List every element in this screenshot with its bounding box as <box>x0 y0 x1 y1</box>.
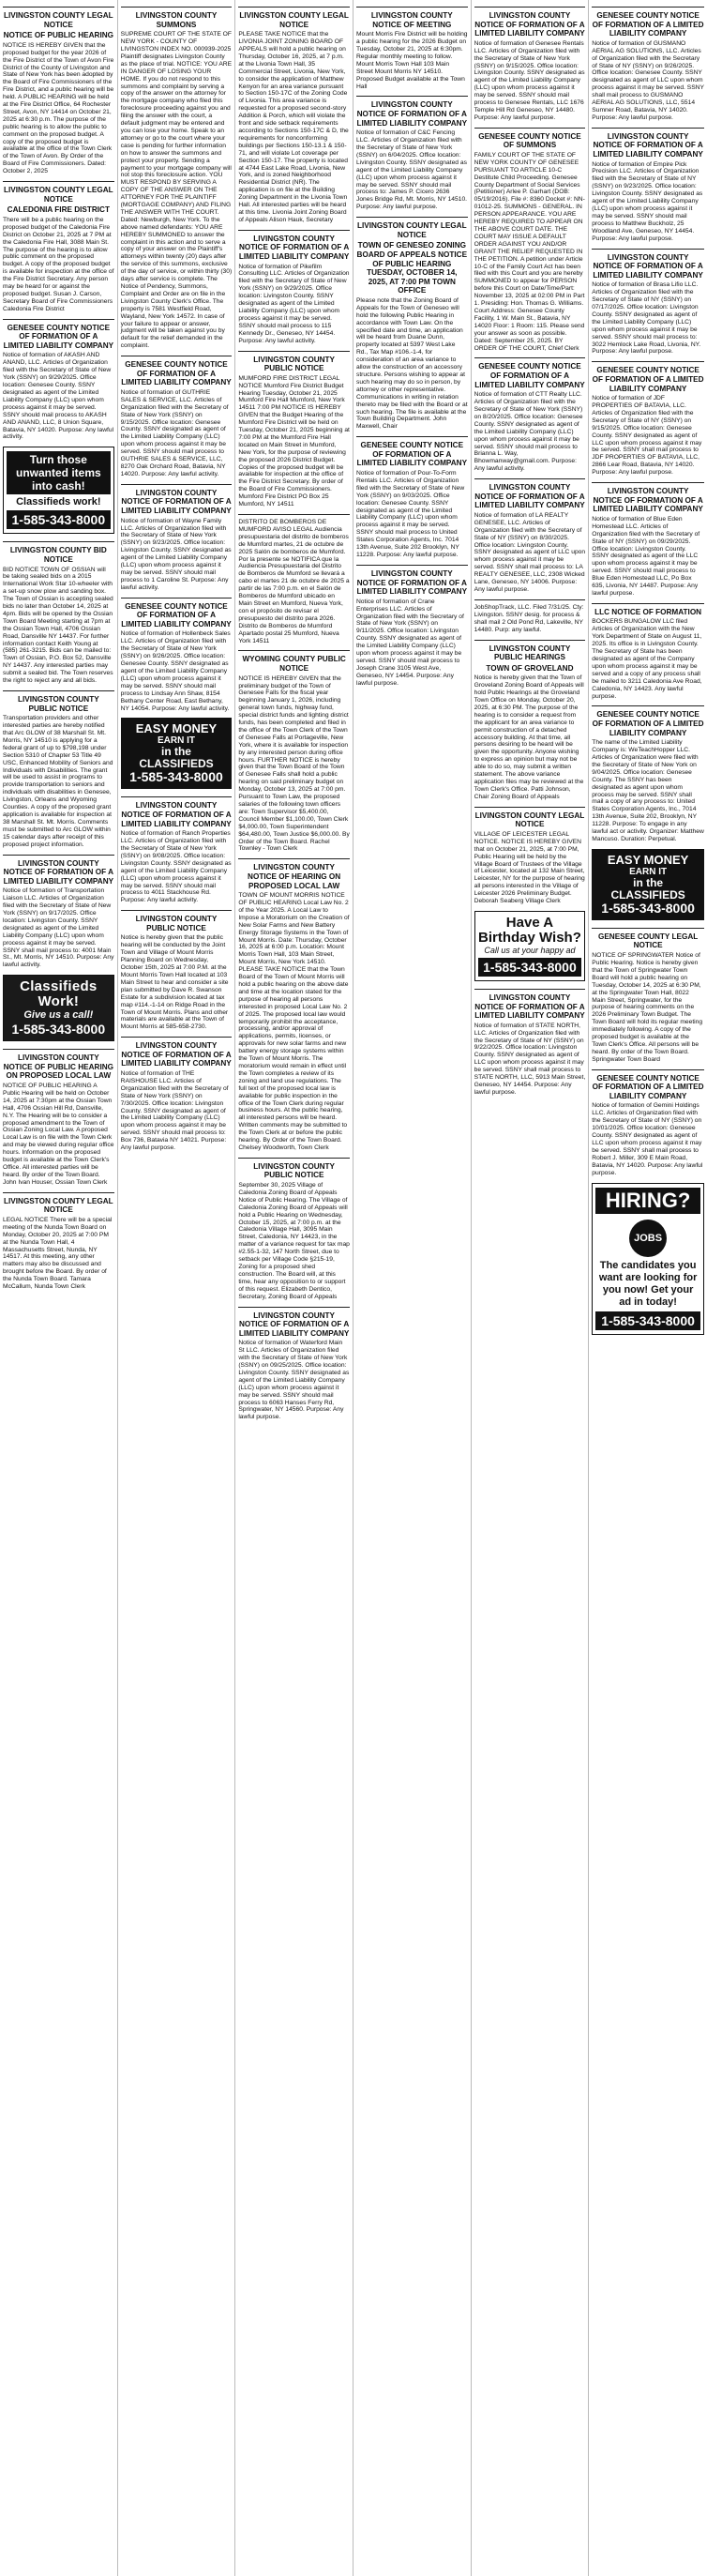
notice-body: FAMILY COURT OF THE STATE OF NEW YORK COUNTY OF GENESEE PURSUANT TO ARTICLE 10-C Destitute Child Proceeding. Genesee County Department of Social Services (Petitioner) Arlee P. Garhart (DOB: 05/19/2016). File #: 8360 Docket #: NN-01012-25. SUMMONS - GENERAL. IN PERSON APPEARANCE. YOU ARE HEREBY REQUIRED TO APPEAR ON THE ABOVE COURT DATE. THE COURT MAY ISSUE A DEFAULT ORDER AGAINST YOU AND/OR GRANT THE RELIEF REQUESTED IN THE PETITION. A petition under Article 10-C of the Family Court Act has been filed with this Court and you are hereby SUMMONED to appear for PERSON before this Court on Date/Time/Part: November 13, 2025 at 02:00 PM in Part 1. Presiding: Hon. Thomas G. Williams. Court Address: Genesee County Facility, 1 W. Main St., Batavia, NY 14020 Floor: 1 Room: 115. Please send your answer as soon as possible. Dated: September 25, 2025. BY ORDER OF THE COURT, Chief Clerk <box>474 151 587 352</box>
notice-heading: GENESEE COUNTY NOTICE OF FORMATION OF A LIMITED LIABILITY COMPANY <box>474 362 585 389</box>
notice-body: NOTICE OF SPRINGWATER Notice of Public Hearing. Notice is hereby given that the Town of Springwater Town Board will hold a public hearing on Tuesday, October 14, 2025 at 6:30 PM, at the Springwater Town Hall, 8022 Main Street, Springwater, for the purpose of hearing comments on the 2026 Preliminary Town Budget. The Town Board will hold its regular meeting immediately following. A copy of the proposed budget is available at the Town Clerk's Office. All persons will be heard. By order of the Town Board. Springwater Town Board <box>592 952 704 1063</box>
legal-notice <box>238 858 350 1152</box>
notice-column <box>589 0 707 2576</box>
notice-heading: LIVINGSTON COUNTY BID NOTICE <box>9 546 107 564</box>
notice-divider <box>592 705 704 706</box>
notice-body: Notice of formation of CTT Realty LLC. Articles of Organization filed with the Secretary of State of New York (SSNY) on 8/20/2025. Office location: Genesee County. SSNY designated as agent of the Limited Liability Company (LLC) upon whom process against it may be served. SSNY should mail process to Brianna L. Way, Bhowmanway@gmail.com. Purpose: Any lawful activity. <box>474 391 585 473</box>
notice-heading: LIVINGSTON COUNTY PUBLIC NOTICE <box>253 1161 335 1180</box>
notice-divider <box>121 910 233 911</box>
notice-divider <box>3 690 114 691</box>
hiring-ad[interactable] <box>592 1183 704 1335</box>
notice-divider <box>238 858 350 859</box>
classifieds-ad[interactable] <box>121 718 233 789</box>
legal-notice <box>474 478 586 594</box>
notice-heading: LIVINGSTON COUNTY NOTICE OF FORMATION OF A LIMITED LIABILITY COMPANY <box>121 1041 232 1068</box>
legal-notice <box>238 230 350 345</box>
notice-body: Notice of formation of AKASH AND ANAND, LLC. Articles of Organization filed with the Secretary of State of New York (SSNY) on 9/29/2025. Office location: Genesee County. SSNY designated as agent of the Limited Liability Company (LLC) upon whom process against it may be served. SSNY should mail process to AKASH AND ANAND, LLC, 8 Union Square, Batavia, NY 14020. Purpose: Any lawful activity. <box>3 352 115 441</box>
ad-tagline: Give us a call! <box>23 1009 94 1022</box>
notice-body: Notice of formation of Crane Enterprises LLC. Articles of Organization filed with the Secretary of State of New York (SSNY) on 9/11/2025. Office location: Livingston County. SSNY designated as agent of the Limited Liability Company (LLC) upon whom process against it may be served. SSNY should mail process to Joseph Crane 3105 West Ave, Geneseo, NY 14454. Purpose: Any lawful purpose. <box>355 598 466 687</box>
notice-heading: WYOMING COUNTY PUBLIC NOTICE <box>242 655 346 673</box>
notice-body: Notice of formation of Wayne Family LLC. Articles of Organization filed with the Secretary of State of New York (SSNY) on 9/23/2025. Office location: Livingston County. SSNY designated as agent of the Limited Liability Company (LLC) upon whom process against it may be served. SSNY should mail process to 1 Caroline St. Purpose: Any lawful activity. <box>120 517 233 591</box>
notice-heading: GENESEE COUNTY LEGAL NOTICE <box>597 932 699 950</box>
notice-body: MUMFORD FIRE DISTRICT LEGAL NOTICE Mumford Fire District Budget Hearing Tuesday, October 21, 2025 Mumford Fire Hall Mumford, New York 14511 7:00 PM NOTICE IS HEREBY GIVEN that the Budget Hearing of the Mumford Fire District will be held on Tuesday, October 21, 2025 beginning at 7:00 PM at the Mumford Fire Hall located on Main Street in Mumford, New York, for the purpose of reviewing the proposed 2026 District Budget. Copies of the proposed budget will be available for inspection at the office of the Fire District Secretary. By order of the Board of Fire Commissioners. Mumford Fire District PO Box 25 Mumford, NY 14511 <box>238 374 352 508</box>
ad-phone: 1-585-343-8000 <box>129 769 223 785</box>
legal-notice <box>121 910 233 1031</box>
notice-divider <box>238 230 350 231</box>
ad-headline: Have A Birthday Wish? <box>478 914 581 946</box>
legal-notice <box>474 7 586 122</box>
notice-divider <box>592 928 704 929</box>
notice-heading: LIVINGSTON COUNTY NOTICE OF FORMATION OF A LIMITED LIABILITY COMPANY <box>238 1311 350 1338</box>
notice-body: JobShopTrack, LLC. Filed 7/31/25. Cty: Livingston. SSNY desig. for process & shall mail 2 Old Pond Rd, Lakeville, NY 14480. Purp: any lawful. <box>474 603 586 633</box>
legal-notice <box>592 128 704 243</box>
notice-body: Notice of formation of LA REALTY GENESEE, LLC. Articles of Organization filed with the Secretary of State of NY (SSNY) on 8/30/2025. Office location: Livingston County. SSNY designated as agent of LLC upon whom process against it may be served. SSNY shall mail process to: LA REALTY GENESEE, LLC, 2308 Wicked Lane, Geneseo, NY 14006. Purpose: Any lawful purpose. <box>474 511 587 593</box>
notice-heading: LIVINGSTON COUNTY NOTICE OF FORMATION OF A LIMITED LIABILITY COMPANY <box>238 234 350 261</box>
legal-notice <box>3 855 114 970</box>
notice-body: PLEASE TAKE NOTICE that the LIVONIA JOINT ZONING BOARD OF APPEALS will hold a public hearing on Thursday, October 16, 2025, at 7 p.m. at the Livonia Town Hall, 35 Commercial Street, Livonia, New York, to consider the application of Matthew Kenyon for an area variance pursuant to Section 150-17C of the Zoning Code of Livonia. This area variance is requested for a proposed second-story Addition & Porch, which will violate the front and side setback requirements according to Sections 150-17C & D, the requirements for nonconforming buildings per Sections 150-13.1 & 150-71, and will violate Lot coverage per Section 150-17. The property is located at 4744 East Lake Road, Livonia, New York, and is zoned Neighborhood Residential District (NR). The application is on file at the Building Zoning Department in the Livonia Town Hall. All interested parties will be heard at this time. Livonia Joint Zoning Board of Appeals Alison Hauk, Secretary <box>238 31 351 223</box>
notice-body: BOCKERS BUNGALOW LLC filed Articles of Organization with the New York Department of State on August 11, 2025. Its office is in Livingston County. The Secretary of State has been designated as agent of the Company upon whom process against it may be served and a copy of any process shall be mailed to 3211 Caledonia Ave Road, Caledonia, NY 14423. Any lawful purpose. <box>592 618 704 700</box>
notice-heading: GENESEE COUNTY NOTICE OF FORMATION OF A LIMITED LIABILITY COMPANY <box>592 710 704 737</box>
notice-body: Notice of formation of Pour-To-Form Rentals LLC. Articles of Organization filed with the Secretary of State of New York (SSNY) on 9/03/2025. Office location: Genesee County. SSNY designated as agent of the Limited Liability Company (LLC) upon whom process against it may be served. SSNY should mail process to United States Corporation Agents, Inc. 7014 13th Avenue, Suite 202 Brooklyn, NY 11228. Purpose: Any lawful purpose. <box>355 470 466 558</box>
legal-notice <box>356 217 468 431</box>
legal-notice <box>356 565 468 688</box>
notice-heading: LIVINGSTON COUNTY NOTICE OF FORMATION OF A LIMITED LIABILITY COMPANY <box>3 858 114 886</box>
notice-divider <box>474 7 586 8</box>
notice-body: BID NOTICE TOWN OF OSSIAN will be taking sealed bids on a 2015 International Work Star 10-wheeler with a set-up snow plow and sanding box. The Town of Ossian is accepting sealed bids no later than October 14, 2025 at 4pm. Bids will be opened by the Ossian Town Board Meeting starting at 7pm at the Ossian Town Hall, 4706 Ossian Road, Dansville NY 14437. For further information contact Keith Young at (585) 261-3215. Bids can be mailed to: Town of Ossian, P.O. Box 52, Dansville NY 14437. Any interested parties may submit a sealed bid. The Town reserves the right to reject any and all bids. <box>3 566 115 685</box>
notice-divider <box>3 855 114 856</box>
legal-notice <box>592 603 704 701</box>
notice-column <box>118 0 236 2576</box>
notice-divider <box>3 319 114 320</box>
legal-notice <box>592 361 704 477</box>
notice-divider <box>238 1307 350 1308</box>
notice-heading: LIVINGSTON COUNTY NOTICE OF FORMATION OF A LIMITED LIABILITY COMPANY <box>121 801 232 828</box>
notice-divider <box>474 599 586 600</box>
classifieds-ad[interactable] <box>3 447 114 534</box>
notice-divider <box>238 351 350 352</box>
ad-tagline: in the CLASSIFIEDS <box>610 875 685 902</box>
notice-body: Notice of formation of Pikefilm Consulting LLC. Articles of Organization filed with the Secretary of State of New York (SSNY) on 9/29/2025. Office location: Livingston County. SSNY designated as agent of the Limited Liability Company (LLC) upon whom process against it may be served. SSNY should mail process to 115 Kennedy Dr., Geneseo, NY 14454. Purpose: Any lawful activity. <box>238 263 352 344</box>
legal-notice <box>121 796 233 904</box>
ad-tagline: Call us at your happy ad <box>484 945 576 955</box>
notice-heading: LIVINGSTON COUNTY LEGAL NOTICE <box>356 221 467 239</box>
notice-heading: GENESEE COUNTY NOTICE OF FORMATION OF A LIMITED LIABILITY COMPANY <box>356 441 468 468</box>
ad-headline: EASY MONEY <box>135 721 218 736</box>
notice-divider <box>474 478 586 479</box>
notice-divider <box>474 357 586 358</box>
legal-notice <box>592 705 704 842</box>
ad-subhead: EARN IT <box>157 735 195 747</box>
ad-phone: 1-585-343-8000 <box>601 900 695 916</box>
notice-divider <box>592 1069 704 1070</box>
notice-body: Notice of formation of GUTHRIE SALES & SERVICE, LLC. Articles of Organization filed with the Secretary of State of New York (SSNY) on 9/15/2025. Office location: Genesee County. SSNY designated as agent of the Limited Liability Company (LLC) upon whom process against it may be served. SSNY should mail process to GUTHRIE SALES & SERVICE, LLC, 8270 Oak Orchard Road, Batavia, NY 14020. Purpose: Any lawful activity. <box>120 388 231 477</box>
notice-heading: LIVINGSTON COUNTY PUBLIC HEARINGS <box>489 644 571 662</box>
legal-notice <box>356 436 468 559</box>
legal-notice <box>3 181 114 313</box>
notice-heading: LIVINGSTON COUNTY NOTICE OF PUBLIC HEARING ON PROPOSED LOCAL LAW <box>3 1053 113 1081</box>
notice-divider <box>238 1158 350 1159</box>
notice-divider <box>121 796 233 797</box>
notice-body: Notice of formation of Hollenbeck Sales LLC. Articles of Organization filed with the Secretary of State of New York (SSNY) on 9/26/2025. Office location: Genesee County. SSNY designated as agent of the Limited Liability Company (LLC) upon whom process against it may be served. SSNY should mail process to Lindsay Ann Shaw, 8154 Bethany Center Road, East Bethany, NY 14054. Purpose: Any lawful activity. <box>120 630 233 712</box>
notice-body: Notice of formation of Gemini Holdings LLC. Articles of Organization filed with the Secretary of State of NY (SSNY) on 10/01/2025. Office location: Genesee County. SSNY designated as agent of LLC upon whom process against it may be served. SSNY shall mail process to Robert J. Miller, 309 E Main Road, Batavia, NY 14020. Purpose: Any lawful purpose. <box>592 1102 705 1176</box>
notice-heading: LIVINGSTON COUNTY NOTICE OF MEETING <box>370 11 453 29</box>
notice-body: Notice is hereby given that the Town of Groveland Zoning Board of Appeals will hold Public Hearings at the Groveland Town Office on Monday, October 20, 2025, at 6:30 PM. The purpose of the hearing is to consider a request from the applicant for an area variance to permit construction of a detached accessory building. At that time, all persons desiring to be heard will be given the opportunity. Anyone wishing to express an opinion but may not be able to do so, may submit a written statement. The above variance application files may be reviewed at the Town Clerk's Office. Patti Johnson, Chair Zoning Board of Appeals <box>474 674 586 800</box>
notice-heading: GENESEE COUNTY NOTICE OF FORMATION OF A LIMITED LIABILITY COMPANY <box>121 360 232 387</box>
notice-divider <box>356 7 468 8</box>
notice-subheading: TOWN OF GROVELAND <box>486 663 574 673</box>
notice-divider <box>356 96 468 97</box>
legal-notice <box>3 690 114 849</box>
notice-column <box>472 0 590 2576</box>
ad-phone: 1-585-343-8000 <box>478 958 582 977</box>
notice-body: Notice of formation of Blue Eden Homestead LLC. Articles of Organization filed with the Secretary of State of NY (SSNY) on 09/29/2025. Office location: Livingston County. SSNY designated as agent of the LLC upon whom process against it may be served. SSNY should mail process to Blue Eden Homestead LLC, Po Box 635, Livonia, NY 14487. Purpose: Any lawful purpose. <box>592 515 702 597</box>
birthday-ad[interactable] <box>474 911 586 981</box>
notice-heading: LIVINGSTON COUNTY LEGAL NOTICE <box>4 186 113 204</box>
legal-notice <box>474 357 586 473</box>
notice-body: September 30, 2025 Village of Caledonia Zoning Board of Appeals Notice of Public Hearing. The Village of Caledonia Zoning Board of Appeals will hold a Public Hearing on Wednesday, October 15, 2025, at 7:00 p.m. at the Caledonia Village Hall, 3095 Main Street, Caledonia, NY 14423, in the matter of a variance request for tax map #2.55-1-32, 147 North Street, due to setback per Village Code §215-19, Zoning for a proposed shed construction. The Board will, at this time, hear any opposition to or support of this request. Elizabeth Dentico, Secretary, Zoning Board of Appeals <box>238 1182 352 1300</box>
ad-headline: EASY MONEY <box>607 852 689 867</box>
notice-divider <box>238 514 350 515</box>
notice-body: NOTICE IS HEREBY GIVEN that the proposed budget for the year 2026 of the Fire District of the Town of Avon Fire District of the County of Livingston and State of New York has been adopted by the Board of Fire Commissioners of the Fire District, and a public hearing will be held. A PUBLIC HEARING will be held at the Fire District Office, 64 Rochester Street, Avon, NY 14414 on October 21, 2025 at 6:30 p.m. The purpose of the public hearing is to allow the public to comment on the proposed budget. A copy of the proposed budget is available at the office of the Town Clerk of the Town of Avon. By Order of the Board of Fire Commissioners. Dated: October 2, 2025 <box>3 41 116 175</box>
ad-headline: Classifieds Work! <box>20 978 98 1010</box>
legal-notice <box>474 599 586 634</box>
ad-subhead: EARN IT <box>629 866 668 877</box>
notice-heading: LIVINGSTON COUNTY PUBLIC NOTICE <box>253 355 335 373</box>
notice-heading: GENESEE COUNTY NOTICE OF FORMATION OF A LIMITED LIABILITY COMPANY <box>592 366 704 393</box>
legal-notice <box>3 1049 114 1186</box>
legal-notice <box>3 541 114 685</box>
notice-divider <box>356 565 468 566</box>
notice-heading: LIVINGSTON COUNTY NOTICE OF FORMATION OF A LIMITED LIABILITY COMPANY <box>356 568 468 597</box>
notice-divider <box>474 640 586 641</box>
notice-divider <box>3 1192 114 1193</box>
notice-divider <box>592 128 704 129</box>
notice-divider <box>356 436 468 437</box>
notice-divider <box>592 7 704 8</box>
legal-notice <box>3 1192 114 1291</box>
notice-heading: LIVINGSTON COUNTY NOTICE OF FORMATION OF A LIMITED LIABILITY COMPANY <box>593 131 703 159</box>
notice-heading: GENESEE COUNTY NOTICE OF FORMATION OF A LIMITED LIABILITY COMPANY <box>592 1073 704 1100</box>
legal-notice <box>592 1069 704 1177</box>
notice-body: LEGAL NOTICE There will be a special meeting of the Nunda Town Board on Monday, October 20, 2025 at 7:00 PM at the Nunda Town Hall, 4 Massachusetts Street, Nunda, NY 14517. At this meeting, any other matters may also be discussed and brought before the Board. By order of the Nunda Town Board. Tamara McCallum, Nunda Town Clerk <box>3 1216 114 1291</box>
ad-phone: 1-585-343-8000 <box>7 510 111 529</box>
notice-heading: LIVINGSTON COUNTY NOTICE OF FORMATION OF A LIMITED LIABILITY COMPANY <box>593 252 703 280</box>
legal-notice <box>121 598 233 713</box>
notice-heading: GENESEE COUNTY NOTICE OF FORMATION OF A LIMITED LIABILITY COMPANY <box>121 601 232 629</box>
notice-divider <box>3 541 114 542</box>
notice-body: Notice of formation of Waterford Main St LLC. Articles of Organization filed with the Secretary of State of New York (SSNY) on 09/25/2025. Office location: Livingston County. SSNY designated as agent of the Limited Liability Company (LLC) upon whom process against it may be served. SSNY should mail process to 6063 Hanses Ferry Rd, Springwater, NY 14560. Purpose: Any lawful purpose. <box>238 1340 352 1421</box>
notice-divider <box>121 7 233 8</box>
legal-notice <box>238 1158 350 1301</box>
notice-heading: LIVINGSTON COUNTY LEGAL NOTICE <box>474 811 585 829</box>
notice-heading: LIVINGSTON COUNTY NOTICE OF FORMATION OF A LIMITED LIABILITY COMPANY <box>474 483 585 510</box>
notice-heading: LIVINGSTON COUNTY NOTICE OF FORMATION OF A LIMITED LIABILITY COMPANY <box>356 100 468 128</box>
legal-notice <box>121 356 233 478</box>
ad-tagline: in the CLASSIFIEDS <box>139 745 214 771</box>
legal-notice <box>474 989 586 1097</box>
ad-headline: HIRING? <box>595 1188 700 1214</box>
notice-divider <box>121 598 233 599</box>
notice-heading: LIVINGSTON COUNTY NOTICE OF FORMATION OF A LIMITED LIABILITY COMPANY <box>474 11 585 38</box>
legal-notice <box>121 484 233 592</box>
ad-headline: Turn those unwanted items into cash! <box>7 451 111 494</box>
notice-heading: GENESEE COUNTY NOTICE OF SUMMONS <box>478 131 581 150</box>
legal-notice <box>238 650 350 853</box>
notice-body: Notice of formation of STATE NORTH, LLC. Articles of Organization filed with the Secretary of State of NY (SSNY) on 9/22/2025. Office location: Livingston County. SSNY designated as agent of LLC upon whom process against it may be served. SSNY shall mail process to STATE NORTH, LLC, 5913 Main Street, Geneseo, NY 14454. Purpose: Any lawful purpose. <box>474 1022 588 1096</box>
notice-divider <box>3 181 114 182</box>
legal-notice <box>474 640 586 801</box>
notice-column <box>0 0 118 2576</box>
classifieds-ad[interactable] <box>3 975 114 1041</box>
notice-body: Transportation providers and other interested parties are hereby notified that Arc GLOW of 38 Marshall St. Mt. Morris, NY 14510 is applying for a federal grant of up to $798,198 under Section 5310 of Chapter 53 Title 49 USC, Enhanced Mobility of Seniors and Individuals with Disabilities. The grant will be used to assist in programs to provide transportation to seniors and individuals with disabilities in Genesee, Livingston, Orleans and Wyoming Counties. A copy of the proposed grant application is available for inspection at 38 Marshall St. Mt. Morris. Comments must be submitted to Arc GLOW within 15 calendar days after receipt of this proposed project information. <box>3 715 115 848</box>
notice-body: Notice of formation of GUSMANO AERIAL AG SOLUTIONS, LLC. Articles of Organization filed with the Secretary of State of NY (SSNY) on 9/26/2025. Office location: Genesee County. SSNY designated as agent of LLC upon whom process against it may be served. SSNY shall mail process to GUSMANO AERIAL AG SOLUTIONS, LLC, 5514 Sumner Road, Batavia, NY 14020. Purpose: Any lawful purpose. <box>592 39 706 121</box>
notice-body: The name of the Limited Liability Company is: WeTeachHopper LLC. Articles of Organization were filed with the Secretary of State of New York on 9/04/2025. Office location: Genesee County. The SSNY has been designated as agent upon whom process may be served. SSNY shall mail a copy of any process to: United States Corporation Agents, Inc., 7014 13th Avenue, Suite 202, Brooklyn, NY 11228. Purpose: To engage in any lawful act or activity. Organizer: Matthew Mancuso. Duration: Perpetual. <box>592 739 706 842</box>
notice-divider <box>356 217 468 218</box>
jobs-icon: JOBS <box>629 1220 667 1257</box>
notice-body: There will be a public hearing on the proposed budget of the Caledonia Fire District on October 21, 2025 at 7 PM at the Caledonia Fire Hall, 3088 Main St. The purpose of the hearing is to allow public comment on the proposed budget. A copy of the proposed budget is available for inspection at the office of the Fire District Secretary. Any person may be heard for or against the proposed budget. Susan J. Carson, Secretary Board of Fire Commissioners Caledonia Fire District <box>3 216 116 312</box>
notice-divider <box>592 482 704 483</box>
notice-body: Notice of formation of Brasa Lifio LLC. Articles of Organization filed with the Secretary of State of NY (SSNY) on 07/17/2025. Office location: Livingston County. SSNY designated as agent of the Limited Liability Company (LLC) upon whom process against it may be served. SSNY should mail process to: 3022 Hemlock Lake Road, Livonia, NY. Purpose: Any lawful purpose. <box>592 281 703 356</box>
notice-divider <box>592 249 704 250</box>
notice-body: Mount Morris Fire District will be holding a public hearing for the 2026 Budget on Tuesday, October 21, 2025 at 6:30pm. Regular monthly meeting to follow. Mount Morris Town Hall 103 Main Street Mount Morris NY 14510. Proposed Budget available at the Town Hall <box>355 31 470 90</box>
notice-divider <box>238 7 350 8</box>
notice-heading: LIVINGSTON COUNTY LEGAL NOTICE <box>239 11 349 29</box>
notice-divider <box>3 7 114 8</box>
notice-body: VILLAGE OF LEICESTER LEGAL NOTICE. NOTICE IS HEREBY GIVEN that on October 21, 2025, at 7:00 PM, Public Hearing will be held by the Village Board of Trustees of the Village of Leicester, located at 132 Main Street, Leicester, NY for the purpose of hearing all persons interested in the Village of Leicester 2026 Preliminary Budget. Deborah Seaberg Village Clerk <box>474 830 587 905</box>
notice-heading: LIVINGSTON COUNTY NOTICE OF HEARING ON PROPOSED LOCAL LAW <box>248 863 341 890</box>
notice-body: Please note that the Zoning Board of Appeals for the Town of Geneseo will hold the following Public Hearing in accordance with Town Law. On the specified date and time, an application will be heard from Duane Dunn, property located at 5397 West Lake Rd., Tax Map #106.-1-4, for consideration of an area variance to allow the construction of an accessory structure. Persons wishing to appear at such hearing may do so in person, by attorney or other representative. Communications in writing in relation thereto may be filed with the Board or at such hearing. The file is available at the Town Building Department. John Maxwell, Chair <box>355 296 470 431</box>
notice-body: DISTRITO DE BOMBEROS DE MUMFORD AVISO LEGAL Audiencia presupuestaria del distrito de bomberos de Mumford martes, 21 de octubre de 2025 Salón de bomberos de Mumford. Por la presente se NOTIFICA que la Audiencia Presupuestaria del Distrito de Bomberos de Mumford se llevará a cabo el martes 21 de octubre de 2025 a partir de las 7:00 p.m. en el Salón de Bomberos de Mumford ubicado en Main Street en Mumford, Nueva York, con el propósito de revisar el presupuesto del distrito para 2026. Distrito de Bomberos de Mumford Apartado postal 25 Mumford, Nueva York 14511 <box>238 519 352 644</box>
notice-divider <box>474 128 586 129</box>
notice-body: Notice is hereby given that the public hearing will be conducted by the Joint Town and Village of Mount Morris Planning Board on Wednesday, October 15th, 2025 at 7:00 P.M. at the Mount Morris Town Hall located at 103 Main Street to hear and consider a site plan submitted by Dave R. Swanson Estate for a subdivision located at tax map #114.-1-14 on Ridge Road in the Town of Mount Morris. Plans and other materials are available at the Town of Mount Morris at 585-658-2730. <box>120 934 231 1031</box>
legal-notice <box>356 96 468 211</box>
ad-tagline: Classifieds work! <box>16 496 101 508</box>
notice-subheading: TOWN OF GENESEO ZONING BOARD OF APPEALS NOTICE OF PUBLIC HEARING TUESDAY, OCTOBER 14, 2025, AT 7:00 PM TOWN OFFICE <box>356 241 468 295</box>
legal-notice <box>474 807 586 905</box>
legal-notice <box>3 319 114 442</box>
notice-heading: LIVINGSTON COUNTY LEGAL NOTICE <box>4 11 113 29</box>
legal-notice <box>474 128 586 353</box>
legal-notice <box>238 7 350 224</box>
notice-body: Notice of formation of C&C Fencing LLC. Articles of Organization filed with the Secretary of State of New York (SSNY) on 6/04/2025. Office location: Livingston County. SSNY designated as agent of the Limited Liability Company (LLC) upon whom process against it may be served. SSNY should mail process to: James P. Cicero 2636 Jones Bridge Rd, Mt. Morris, NY 14510. Purpose: Any lawful purpose. <box>355 129 469 211</box>
notice-body: NOTICE IS HEREBY GIVEN that the preliminary budget of the Town of Genesee Falls for the fiscal year beginning January 1, 2026, including general town funds, highway fund, special district funds and lighting district funds, has been completed and filed in the office of the Town Clerk of the Town of Genesee Falls at Portageville, New York, where it is available for inspection by any interested person during office hours. FURTHER NOTICE is hereby given that the Town Board of the Town of Genesee Falls shall hold a public hearing on said preliminary budget on Monday, October 13, 2025 at 7:00 pm. Pursuant to Town Law, the proposed salaries of the following town officers are: Town Supervisor $5,400.00, Council Member $1,100.00, Town Clerk $4,000.00, Town Superintendent $64,480.00, Town Justice $6,000.00. By Order of the Town Board. Rachel Townley - Town Clerk <box>238 674 352 853</box>
legal-notice <box>238 351 350 509</box>
notice-subheading: NOTICE OF PUBLIC HEARING <box>3 31 113 40</box>
notice-body: Notice of formation of Empire Pick Precision LLC. Articles of Organization filed with the Secretary of State of NY (SSNY) on 9/23/2025. Office location: Livingston County. SSNY designated as agent of the Limited Liability Company (LLC) upon whom process against it may be served. SSNY should mail process to Matthew Buckholz, 25 Woodland Ave, Geneseo, NY 14454. Purpose: Any lawful purpose. <box>592 160 705 242</box>
notice-divider <box>238 650 350 651</box>
notice-divider <box>474 989 586 990</box>
ad-tagline: The candidates you want are looking for you now! Get your ad in today! <box>598 1259 698 1308</box>
legal-notice <box>238 514 350 644</box>
ad-phone: 1-585-343-8000 <box>595 1311 700 1330</box>
notice-divider <box>592 603 704 604</box>
notice-divider <box>121 484 233 485</box>
notice-column <box>235 0 354 2576</box>
notice-heading: LIVINGSTON COUNTY PUBLIC NOTICE <box>17 695 99 713</box>
legal-notice <box>356 7 468 90</box>
notice-heading: GENESEE COUNTY NOTICE OF FORMATION OF A LIMITED LIABILITY COMPANY <box>3 323 114 350</box>
notice-body: SUPREME COURT OF THE STATE OF NEW YORK - COUNTY OF LIVINGSTON INDEX NO. 000939-2025 Plaintiff designates Livingston County as the place of trial. NOTICE: YOU ARE IN DANGER OF LOSING YOUR HOME. If you do not respond to this summons and complaint by serving a copy of the answer on the attorney for the mortgage company who filed this foreclosure proceeding against you and filing the answer with the court, a default judgment may be entered and you can lose your home. Speak to an attorney or go to the court where your case is pending for further information on how to answer the summons and protect your property. Sending a payment to your mortgage company will not stop this foreclosure action. YOU MUST RESPOND BY SERVING A COPY OF THE ANSWER ON THE ATTORNEY FOR THE PLAINTIFF (MORTGAGE COMPANY) AND FILING THE ANSWER WITH THE COURT. Dated: Newburgh, New York. To the above named defendants: YOU ARE HEREBY SUMMONED to answer the complaint in this action and to serve a copy of your answer on the Plaintiff's attorneys within twenty (20) days after the service of this summons, exclusive of the day of service, or within thirty (30) days after service is complete. The Notice of Pendency, Summons, Complaint and Order are on file in the Livingston County Clerk's Office. The property is 7581 Westfield Road, Wayland, New York 14572. In case of your failure to appear or answer, judgment will be taken against you by default for the relief demanded in the complaint. <box>120 31 234 350</box>
legal-notice <box>592 7 704 122</box>
notice-body: TOWN OF MOUNT MORRIS NOTICE OF PUBLIC HEARING Local Law No. 2 of the Year 2025. A Local Law to Impose a Moratorium on the Creation of New Solar Farms and New Battery Energy Storage Systems in the Town of Mount Morris. Date: Thursday, October 16, 2025 at 6:00 p.m. Location: Mount Morris Town Hall, 103 Main Street, Mount Morris, New York 14510. PLEASE TAKE NOTICE that the Town Board of the Town of Mount Morris will hold a public hearing on the above date and time at the location stated for the purpose of hearing all persons interested in proposed Local Law No. 2 of 2025. The proposed local law would temporarily prohibit the acceptance, processing, and/or approval of applications, permits, licenses, or approvals for new solar farms and new battery energy storage systems within the Town of Mount Morris. The moratorium would remain in effect until the Town completes a review of its zoning and land use regulations. The full text of the proposed local law is available for public inspection in the office of the Town Clerk during regular business hours. At the public hearing, all interested persons will be heard. Written comments may be submitted to the Town Clerk at or before the public hearing. By Order of the Town Board. Chelsey Woodworth, Town Clerk <box>238 892 352 1151</box>
legal-notice <box>121 7 233 350</box>
notice-subheading: CALEDONIA FIRE DISTRICT <box>7 205 110 215</box>
legal-notice <box>592 482 704 598</box>
legal-notice <box>121 1037 233 1152</box>
notice-heading: LIVINGSTON COUNTY LEGAL NOTICE <box>4 1196 113 1215</box>
notice-column <box>354 0 472 2576</box>
notice-body: Notice of formation of JDF PROPERTIES OF BATAVIA, LLC. Articles of Organization filed with the Secretary of State of NY (SSNY) on 9/15/2025. Office location: Genesee County. SSNY designated as agent of LLC upon whom process against it may be served. SSNY shall mail process to JDF PROPERTIES OF BATAVIA, LLC, 2866 Lear Road, Batavia, NY 14020. Purpose: Any lawful purpose. <box>592 395 704 477</box>
classifieds-ad[interactable] <box>592 849 704 920</box>
legal-notice <box>3 7 114 175</box>
notice-divider <box>3 1049 114 1050</box>
notice-body: Notice of formation of Ranch Properties LLC. Articles of Organization filed with the Secretary of State of New York (SSNY) on 9/08/2025. Office location: Livingston County. SSNY designated as agent of the Limited Liability Company (LLC) upon whom process against it may be served. SSNY should mail process to 4011 Stackhouse Rd. Purpose: Any lawful activity. <box>120 830 233 904</box>
notice-heading: LIVINGSTON COUNTY NOTICE OF FORMATION OF A LIMITED LIABILITY COMPANY <box>121 488 232 515</box>
notice-body: Notice of formation of Transportation Liaison LLC. Articles of Organization filed with the Secretary of State of New York (SSNY) on 9/17/2025. Office location: Livingston County. SSNY designated as agent of the Limited Liability Company (LLC) upon whom process against it may be served. SSNY shall mail process to: 4001 Main St., Mt. Morris, NY 14510. Purpose: Any lawful activity. <box>3 887 116 969</box>
notice-body: Notice of formation of THE RAISHOUSE LLC. Articles of Organization filed with the Secretary of State of New York (SSNY) on 7/30/2025. Office location: Livingston County. SSNY designated as agent of the Limited Liability Company (LLC) upon whom process against it may be served. SSNY should mail process to: Box 736, Batavia NY 14021. Purpose: Any lawful purpose. <box>120 1070 231 1152</box>
notice-heading: LLC NOTICE OF FORMATION <box>594 607 702 616</box>
notice-divider <box>474 807 586 808</box>
legal-notice <box>592 249 704 356</box>
notice-heading: LIVINGSTON COUNTY NOTICE OF FORMATION OF A LIMITED LIABILITY COMPANY <box>474 993 585 1021</box>
notice-divider <box>592 361 704 362</box>
notice-heading: LIVINGSTON COUNTY PUBLIC NOTICE <box>135 915 218 932</box>
notice-body: Notice of formation of Genesee Rentals LLC. Articles of Organization filed with the Secretary of State of New York (SSNY) on 9/15/2025. Office location: Livingston County. SSNY designated as agent of the Limited Liability Company (LLC) upon whom process against it may be served. SSNY should mail process to Genesee Rentals, LLC 1676 Temple Hill Rd Geneseo, NY 14480. Purpose: Any lawful purpose. <box>474 39 587 121</box>
notice-divider <box>121 1037 233 1038</box>
notice-heading: LIVINGSTON COUNTY NOTICE OF FORMATION OF A LIMITED LIABILITY COMPANY <box>593 487 703 514</box>
notice-body: NOTICE OF PUBLIC HEARING A Public Hearing will be held on October 14, 2025 at 7:30pm at the Ossian Town Hall, 4706 Ossian Hill Rd, Dansville, N.Y. The Hearing will be to consider a proposed amendment to the Town of Ossian Zoning Local Law. A proposed Local Law is on file with the Town Clerk and may be viewed during regular office hours. Information on the proposed budget is available at the Town Clerk's Office. All interested parties will be heard. By order of the Town Board. John Ivan Houser, Ossian Town Clerk <box>3 1083 116 1186</box>
legal-notice <box>592 928 704 1064</box>
notice-heading: GENESEE COUNTY NOTICE OF FORMATION OF A LIMITED LIABILITY COMPANY <box>592 11 704 38</box>
ad-phone: 1-585-343-8000 <box>11 1022 106 1038</box>
legal-notice <box>238 1307 350 1422</box>
notice-heading: LIVINGSTON COUNTY SUMMONS <box>135 11 218 29</box>
